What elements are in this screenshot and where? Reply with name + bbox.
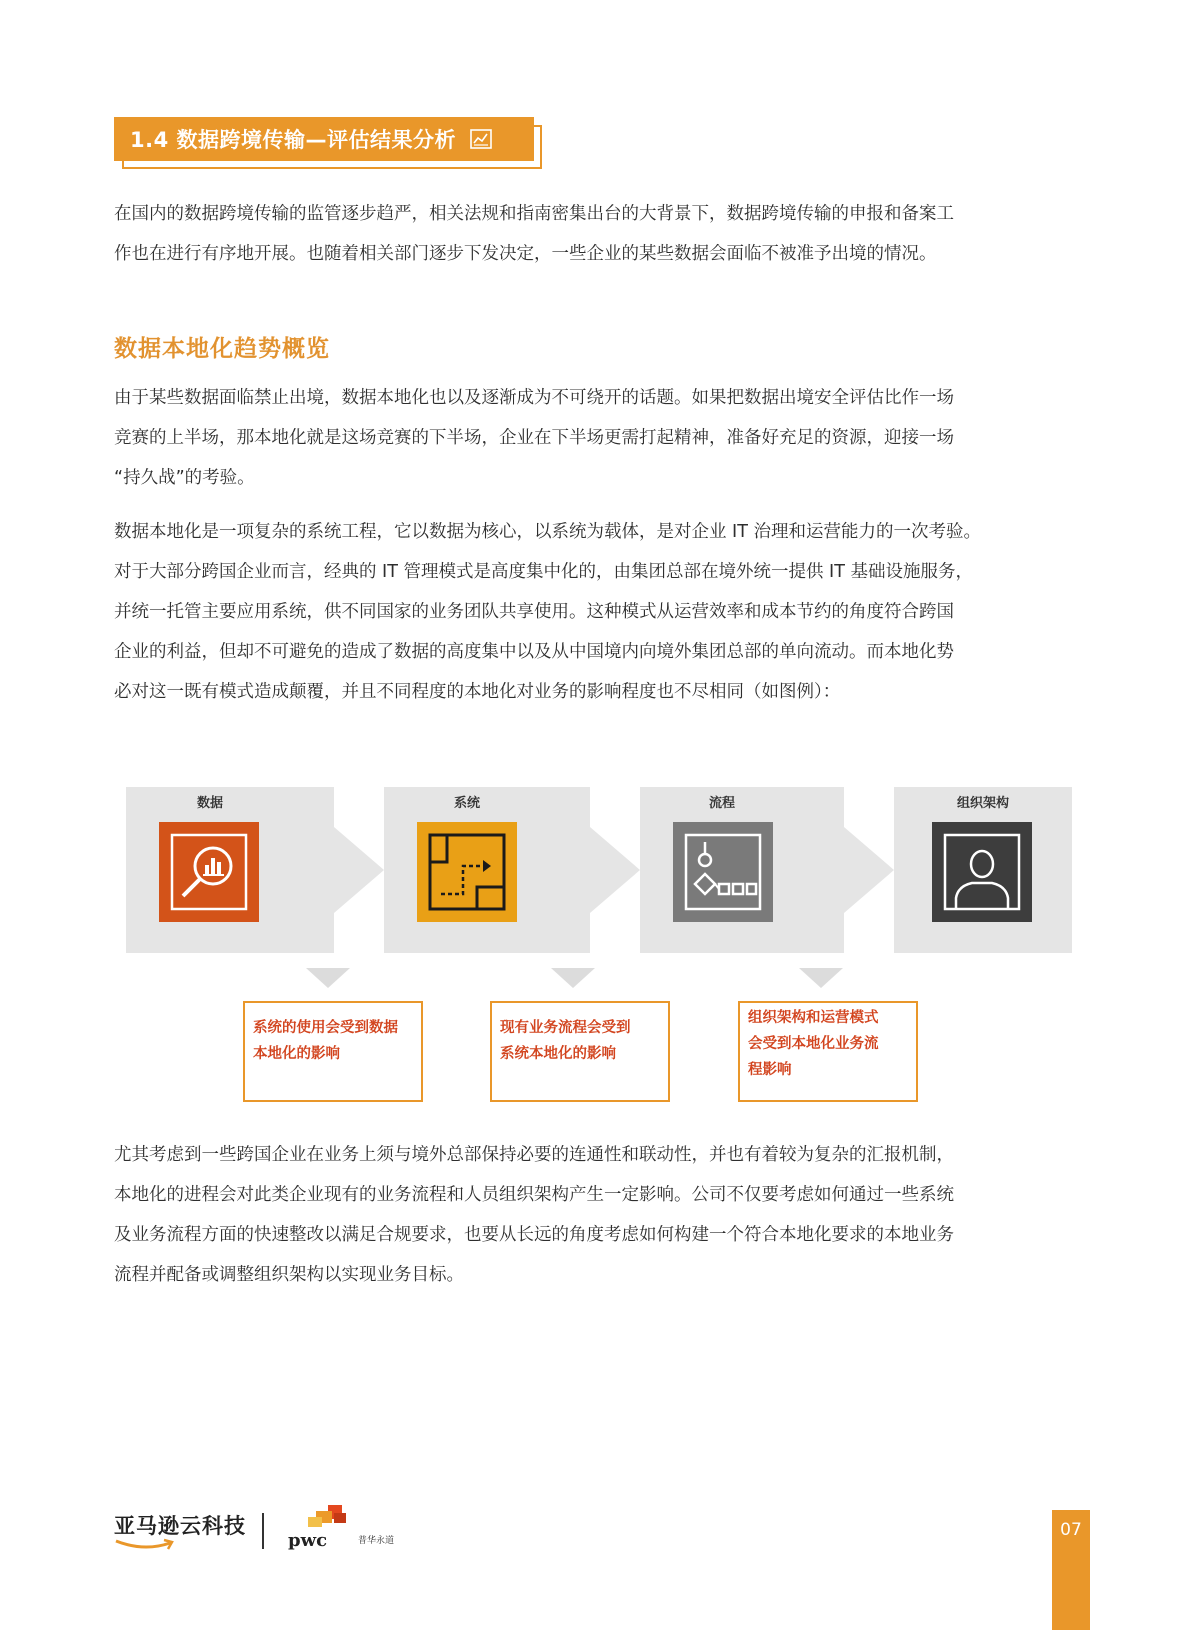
note-line: 会受到本地化业务流 — [748, 1036, 879, 1052]
panel-label: 流程 — [708, 796, 735, 811]
pwc-blocks-icon — [306, 1505, 350, 1531]
brand-name: 亚马逊云科技 — [114, 1514, 246, 1538]
footer-divider — [262, 1513, 264, 1549]
panel-label: 系统 — [453, 796, 480, 811]
down-arrow — [799, 968, 843, 988]
paragraph-line: 必对这一既有模式造成颠覆，并且不同程度的本地化对业务的影响程度也不尽相同（如图例）： — [114, 682, 841, 702]
pwc-chinese-name: 普华永道 — [358, 1536, 395, 1546]
intro-paragraph — [114, 194, 1094, 274]
paragraph-line: 由于某些数据面临禁止出境，数据本地化也以及逐渐成为不可绕开的话题。如果把数据出境安全评估比作一场 — [114, 388, 954, 408]
paragraph-2 — [114, 512, 1094, 712]
organization-box — [932, 822, 1032, 922]
note-line: 组织架构和运营模式 — [748, 1010, 879, 1026]
chevron-connector — [294, 787, 384, 953]
section-header — [114, 117, 542, 169]
chart-icon — [470, 129, 492, 149]
panel-label: 数据 — [196, 796, 223, 811]
note-line: 系统的使用会受到数据 — [253, 1020, 398, 1036]
paragraph-line: 本地化的进程会对此类企业现有的业务流程和人员组织架构产生一定影响。公司不仅要考虑如何通过一些系统 — [114, 1185, 954, 1205]
paragraph-line: “持久战”的考验。 — [114, 468, 255, 488]
chevron-connector — [804, 787, 894, 953]
process-box — [673, 822, 773, 922]
process-icon — [683, 832, 763, 912]
note-process-impact — [490, 1001, 670, 1102]
smile-arrow-icon — [114, 1538, 178, 1552]
data-box — [159, 822, 259, 922]
note-system-impact — [243, 1001, 423, 1102]
section-header-bar — [114, 117, 534, 161]
note-line: 系统本地化的影响 — [500, 1046, 616, 1062]
intro-line: 作也在进行有序地开展。也随着相关部门逐步下发决定，一些企业的某些数据会面临不被准予出境的情况。 — [114, 244, 937, 264]
chevron-connector — [550, 787, 640, 953]
data-analysis-icon — [169, 832, 249, 912]
paragraph-line: 竞赛的上半场，那本地化就是这场竞赛的下半场，企业在下半场更需打起精神，准备好充足的资源，迎接一场 — [114, 428, 954, 448]
subheading: 数据本地化趋势概览 — [114, 336, 330, 362]
pwc-wordmark: pwc — [288, 1530, 328, 1551]
localization-diagram — [126, 787, 1072, 1113]
down-arrow — [551, 968, 595, 988]
flowchart-icon — [427, 832, 507, 912]
page-number: 07 — [1052, 1510, 1090, 1630]
paragraph-line: 及业务流程方面的快速整改以满足合规要求，也要从长远的角度考虑如何构建一个符合本地化要求的本地业务 — [114, 1225, 954, 1245]
paragraph-line: 尤其考虑到一些跨国企业在业务上须与境外总部保持必要的连通性和联动性，并也有着较为复杂的汇报机制， — [114, 1145, 954, 1165]
note-line: 本地化的影响 — [253, 1046, 340, 1062]
person-icon — [942, 832, 1022, 912]
panel-label: 组织架构 — [956, 796, 1009, 811]
note-organization-impact — [738, 1001, 918, 1102]
system-box — [417, 822, 517, 922]
paragraph-line: 并统一托管主要应用系统，供不同国家的业务团队共享使用。这种模式从运营效率和成本节约的角度符合跨国 — [114, 602, 954, 622]
paragraph-1 — [114, 378, 1094, 498]
note-line: 现有业务流程会受到 — [500, 1020, 631, 1036]
paragraph-line: 对于大部分跨国企业而言，经典的 IT 管理模式是高度集中化的，由集团总部在境外统一提供 IT 基础设施服务， — [114, 562, 973, 582]
section-title: 1.4 数据跨境传输—评估结果分析 — [130, 128, 457, 152]
pwc-logo — [288, 1505, 358, 1555]
down-arrow — [306, 968, 350, 988]
note-line: 程影响 — [748, 1062, 792, 1078]
paragraph-line: 流程并配备或调整组织架构以实现业务目标。 — [114, 1265, 464, 1285]
paragraph-line: 数据本地化是一项复杂的系统工程，它以数据为核心，以系统为载体，是对企业 IT 治理和运营能力的一次考验。 — [114, 522, 981, 542]
paragraph-line: 企业的利益，但却不可避免的造成了数据的高度集中以及从中国境内向境外集团总部的单向流动。而本地化势 — [114, 642, 954, 662]
paragraph-3 — [114, 1135, 1094, 1295]
brand-logo — [114, 1510, 246, 1552]
intro-line: 在国内的数据跨境传输的监管逐步趋严，相关法规和指南密集出台的大背景下，数据跨境传输的申报和备案工 — [114, 204, 954, 224]
